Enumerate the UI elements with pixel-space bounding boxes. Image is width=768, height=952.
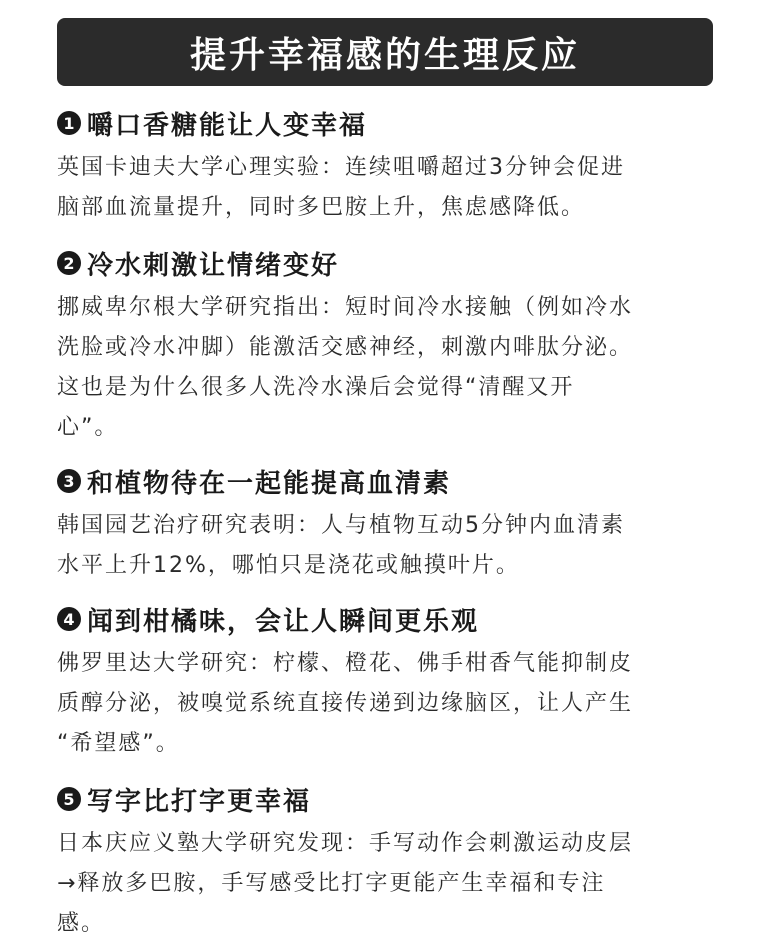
section-title: 嚼口香糖能让人变幸福 (87, 110, 368, 141)
section-2 (57, 244, 717, 448)
number-badge-icon: 5 (57, 787, 81, 811)
title-banner (57, 18, 713, 86)
section-body (57, 288, 717, 448)
body-line: 佛罗里达大学研究：柠檬、橙花、佛手柑香气能抑制皮 (57, 651, 634, 676)
section-heading (57, 104, 717, 142)
section-body (57, 506, 717, 586)
body-line: 这也是为什么很多人洗冷水澡后会觉得“清醒又开 (57, 375, 575, 400)
section-5 (57, 780, 717, 944)
body-line: 日本庆应义塾大学研究发现：手写动作会刺激运动皮层 (57, 831, 634, 856)
section-title: 写字比打字更幸福 (87, 786, 312, 817)
section-heading (57, 780, 717, 818)
section-3 (57, 462, 717, 586)
number-badge-icon: 3 (57, 469, 81, 493)
body-line: 英国卡迪夫大学心理实验：连续咀嚼超过3分钟会促进 (57, 155, 625, 180)
number-badge-icon: 1 (57, 111, 81, 135)
body-line: 脑部血流量提升，同时多巴胺上升，焦虑感降低。 (57, 195, 586, 220)
section-4 (57, 600, 717, 764)
section-body (57, 148, 717, 228)
body-line: “希望感”。 (57, 731, 180, 756)
number-badge-icon: 4 (57, 607, 81, 631)
body-line: 挪威卑尔根大学研究指出：短时间冷水接触（例如冷水 (57, 295, 634, 320)
section-body (57, 644, 717, 764)
section-1 (57, 104, 717, 228)
section-title: 和植物待在一起能提高血清素 (87, 468, 452, 499)
body-line: 质醇分泌，被嗅觉系统直接传递到边缘脑区，让人产生 (57, 691, 634, 716)
body-line: 感。 (57, 911, 106, 936)
number-badge-icon: 2 (57, 251, 81, 275)
body-line: 心”。 (57, 415, 119, 440)
section-heading (57, 244, 717, 282)
body-line: 洗脸或冷水冲脚）能激活交感神经，刺激内啡肽分泌。 (57, 335, 634, 360)
section-title: 冷水刺激让情绪变好 (87, 250, 340, 281)
section-title: 闻到柑橘味，会让人瞬间更乐观 (87, 606, 480, 637)
body-line: 韩国园艺治疗研究表明：人与植物互动5分钟内血清素 (57, 513, 625, 538)
section-heading (57, 600, 717, 638)
body-line: →释放多巴胺，手写感受比打字更能产生幸福和专注 (57, 871, 606, 896)
body-line: 水平上升12%，哪怕只是浇花或触摸叶片。 (57, 553, 520, 578)
section-heading (57, 462, 717, 500)
page-title: 提升幸福感的生理反应 (189, 34, 580, 76)
section-body (57, 824, 717, 944)
